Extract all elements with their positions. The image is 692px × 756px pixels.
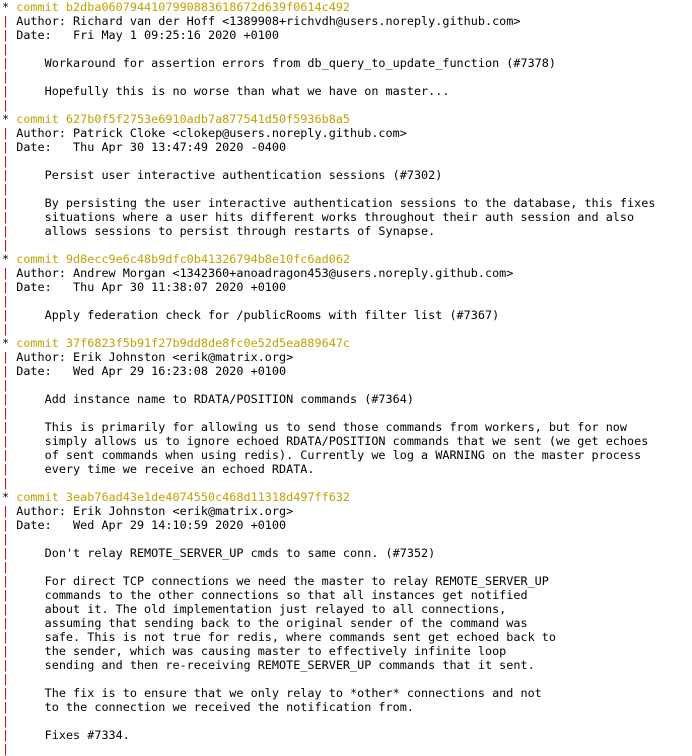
author-line [2, 266, 692, 280]
graph-pipe-icon: | [2, 70, 10, 84]
graph-pipe-icon: | [2, 182, 10, 196]
graph-spacer-line [2, 476, 692, 490]
graph-pipe-icon: | [2, 588, 10, 602]
graph-pipe-icon: | [2, 476, 10, 490]
graph-pipe-icon: | [2, 84, 10, 98]
date-text: Date: Thu Apr 30 13:47:49 2020 -0400 [16, 140, 287, 154]
graph-pipe-icon: | [2, 518, 17, 532]
date-text: Date: Wed Apr 29 14:10:59 2020 +0100 [16, 518, 287, 532]
graph-pipe-icon: | [2, 210, 10, 224]
graph-pipe-icon: | [2, 434, 10, 448]
message-text: to the connection we received the notification from. [9, 700, 414, 714]
commit-message-line [2, 462, 692, 476]
commit-message-line [2, 728, 692, 742]
graph-pipe-icon: | [2, 574, 10, 588]
message-text: Hopefully this is no worse than what we have on master... [9, 84, 450, 98]
message-text: the sender, which was causing master to effectively infinite loop [9, 644, 507, 658]
message-text: about it. The old implementation just relayed to all connections, [9, 602, 507, 616]
message-text: Apply federation check for /publicRooms with filter list (#7367) [9, 308, 500, 322]
graph-spacer-line [2, 294, 692, 308]
message-text: allows sessions to persist through restarts of Synapse. [9, 224, 436, 238]
commit-message-line [2, 686, 692, 700]
commit-message-line [2, 196, 692, 210]
graph-spacer-line [2, 70, 692, 84]
graph-pipe-icon: | [2, 546, 10, 560]
commit-message-line [2, 700, 692, 714]
graph-star-icon: * [2, 252, 17, 266]
graph-pipe-icon: | [2, 168, 10, 182]
commit-hash: commit 3eab76ad43e1de4074550c468d11318d497ff632 [16, 490, 351, 504]
commit-message-line [2, 168, 692, 182]
graph-spacer-line [2, 672, 692, 686]
message-text: simply allows us to ignore echoed RDATA/POSITION commands that we sent (we get echoes [9, 434, 649, 448]
message-text: Fixes #7334. [9, 728, 130, 742]
commit-message-line [2, 546, 692, 560]
commit-message-line [2, 308, 692, 322]
author-line [2, 14, 692, 28]
graph-pipe-icon: | [2, 266, 17, 280]
commit-hash: commit 37f6823f5b91f27b9dd8de8fc0e52d5ea889647c [16, 336, 351, 350]
graph-spacer-line [2, 378, 692, 392]
graph-pipe-icon: | [2, 126, 17, 140]
graph-pipe-icon: | [2, 378, 10, 392]
graph-pipe-icon: | [2, 308, 10, 322]
message-text: situations where a user hits different works throughout their auth session and also [9, 210, 635, 224]
date-text: Date: Wed Apr 29 16:23:08 2020 +0100 [16, 364, 287, 378]
graph-pipe-icon: | [2, 294, 10, 308]
date-line [2, 28, 692, 42]
commit-message-line [2, 224, 692, 238]
graph-spacer-line [2, 42, 692, 56]
author-text: Author: Richard van der Hoff <1389908+richvdh@users.noreply.github.com> [16, 14, 521, 28]
date-line [2, 280, 692, 294]
commit-message-line [2, 630, 692, 644]
graph-spacer-line [2, 154, 692, 168]
commit-hash: commit b2dba0607944107990883618672d639f0614c492 [16, 0, 351, 14]
commit-message-line [2, 616, 692, 630]
graph-pipe-icon: | [2, 98, 10, 112]
graph-spacer-line [2, 560, 692, 574]
graph-pipe-icon: | [2, 532, 10, 546]
commit-message-line [2, 448, 692, 462]
commit-message-line [2, 392, 692, 406]
graph-pipe-icon: | [2, 238, 10, 252]
graph-star-icon: * [2, 490, 17, 504]
graph-star-icon: * [2, 336, 17, 350]
graph-pipe-icon: | [2, 196, 10, 210]
graph-pipe-icon: | [2, 224, 10, 238]
message-text: assuming that sending back to the original sender of the command was [9, 616, 528, 630]
commit-hash: commit 627b0f5f2753e6910adb7a877541d50f5936b8a5 [16, 112, 351, 126]
graph-spacer-line [2, 742, 692, 756]
commit-header-line [2, 112, 692, 126]
graph-pipe-icon: | [2, 630, 10, 644]
message-text: commands to the other connections so that all instances get notified [9, 588, 528, 602]
graph-pipe-icon: | [2, 686, 10, 700]
graph-pipe-icon: | [2, 672, 10, 686]
author-line [2, 504, 692, 518]
date-line [2, 140, 692, 154]
commit-hash: commit 9d8ecc9e6c48b9dfc0b41326794b8e10fc6ad062 [16, 252, 351, 266]
date-text: Date: Thu Apr 30 11:38:07 2020 +0100 [16, 280, 287, 294]
graph-pipe-icon: | [2, 280, 17, 294]
graph-pipe-icon: | [2, 56, 10, 70]
commit-header-line [2, 490, 692, 504]
graph-pipe-icon: | [2, 714, 10, 728]
graph-pipe-icon: | [2, 392, 10, 406]
graph-pipe-icon: | [2, 322, 10, 336]
graph-pipe-icon: | [2, 644, 10, 658]
graph-pipe-icon: | [2, 602, 10, 616]
message-text: of sent commands when using redis). Currently we log a WARNING on the master process [9, 448, 642, 462]
message-text: Persist user interactive authentication sessions (#7302) [9, 168, 443, 182]
author-text: Author: Andrew Morgan <1342360+anoadragon453@users.noreply.github.com> [16, 266, 514, 280]
commit-header-line [2, 252, 692, 266]
date-line [2, 364, 692, 378]
graph-spacer-line [2, 406, 692, 420]
graph-pipe-icon: | [2, 350, 17, 364]
graph-spacer-line [2, 238, 692, 252]
commit-message-line [2, 588, 692, 602]
commit-message-line [2, 644, 692, 658]
graph-pipe-icon: | [2, 700, 10, 714]
commit-message-line [2, 56, 692, 70]
author-line [2, 350, 692, 364]
commit-message-line [2, 210, 692, 224]
graph-pipe-icon: | [2, 448, 10, 462]
graph-spacer-line [2, 532, 692, 546]
message-text: Add instance name to RDATA/POSITION commands (#7364) [9, 392, 414, 406]
graph-pipe-icon: | [2, 28, 17, 42]
graph-pipe-icon: | [2, 42, 10, 56]
message-text: safe. This is not true for redis, where commands sent get echoed back to [9, 630, 556, 644]
graph-star-icon: * [2, 112, 17, 126]
graph-spacer-line [2, 182, 692, 196]
message-text: Don't relay REMOTE_SERVER_UP cmds to same conn. (#7352) [9, 546, 436, 560]
graph-pipe-icon: | [2, 406, 10, 420]
graph-pipe-icon: | [2, 420, 10, 434]
commit-message-line [2, 420, 692, 434]
commit-message-line [2, 602, 692, 616]
graph-pipe-icon: | [2, 560, 10, 574]
message-text: This is primarily for allowing us to send those commands from workers, but for now [9, 420, 628, 434]
author-text: Author: Erik Johnston <erik@matrix.org> [16, 504, 294, 518]
message-text: every time we receive an echoed RDATA. [9, 462, 315, 476]
message-text: For direct TCP connections we need the master to relay REMOTE_SERVER_UP [9, 574, 549, 588]
author-line [2, 126, 692, 140]
message-text: Workaround for assertion errors from db_query_to_update_function (#7378) [9, 56, 556, 70]
graph-pipe-icon: | [2, 728, 10, 742]
graph-pipe-icon: | [2, 462, 10, 476]
graph-pipe-icon: | [2, 658, 10, 672]
graph-pipe-icon: | [2, 364, 17, 378]
graph-spacer-line [2, 98, 692, 112]
date-line [2, 518, 692, 532]
graph-pipe-icon: | [2, 616, 10, 630]
commit-message-line [2, 574, 692, 588]
graph-pipe-icon: | [2, 504, 17, 518]
author-text: Author: Erik Johnston <erik@matrix.org> [16, 350, 294, 364]
message-text: By persisting the user interactive authentication sessions to the database, this fixes [9, 196, 656, 210]
date-text: Date: Fri May 1 09:25:16 2020 +0100 [16, 28, 280, 42]
author-text: Author: Patrick Cloke <clokep@users.noreply.github.com> [16, 126, 407, 140]
graph-pipe-icon: | [2, 742, 10, 756]
commit-message-line [2, 658, 692, 672]
graph-pipe-icon: | [2, 14, 17, 28]
message-text: The fix is to ensure that we only relay to *other* connections and not [9, 686, 542, 700]
commit-header-line [2, 336, 692, 350]
graph-pipe-icon: | [2, 154, 10, 168]
commit-message-line [2, 84, 692, 98]
commit-message-line [2, 434, 692, 448]
graph-pipe-icon: | [2, 140, 17, 154]
graph-star-icon: * [2, 0, 17, 14]
graph-spacer-line [2, 714, 692, 728]
message-text: sending and then re-receiving REMOTE_SERVER_UP commands that it sent. [9, 658, 535, 672]
graph-spacer-line [2, 322, 692, 336]
commit-header-line [2, 0, 692, 14]
